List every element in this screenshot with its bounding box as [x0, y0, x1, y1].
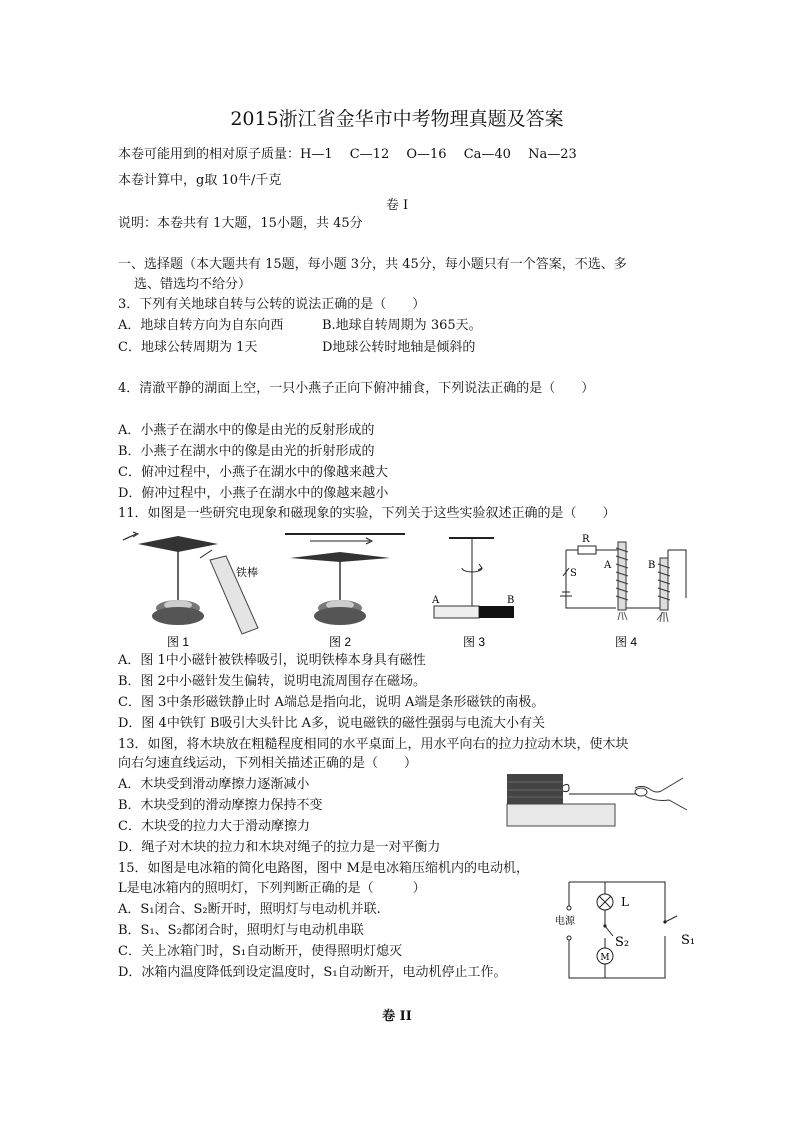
q15-circuit-figure: [555, 872, 715, 984]
q3-stem: 3．下列有关地球自转与公转的说法正确的是（ ）: [118, 297, 426, 312]
part1-heading-cont: 选、错选均不给分）: [134, 277, 252, 292]
q11-figure-3: [424, 528, 534, 650]
q15-label-s2: S₂: [615, 935, 630, 950]
q11-fig1-iron-bar-label: 铁棒: [236, 566, 258, 579]
q11-option-d: D．图 4中铁钉 B吸引大头针比 A多，说电磁铁的磁性强弱与电流大小有关: [118, 716, 546, 731]
q15-option-c: C．关上冰箱门时，S₁自动断开，使得照明灯熄灭: [118, 944, 403, 959]
q13-stem: 13．如图，将木块放在粗糙程度相同的水平桌面上，用水平向右的拉力拉动木块，使木块: [118, 737, 629, 752]
q15-stem: 15．如图是电冰箱的简化电路图，图中 M是电冰箱压缩机内的电动机，: [118, 861, 529, 876]
q11-fig3-caption: 图 3: [462, 635, 486, 649]
q4-option-d: D．俯冲过程中，小燕子在湖水中的像越来越小: [118, 486, 389, 501]
q13-option-d: D．绳子对木块的拉力和木块对绳子的拉力是一对平衡力: [118, 840, 441, 855]
q11-fig1-caption: 图 1: [166, 635, 190, 649]
section-2-heading: 卷 II: [382, 1009, 412, 1024]
page-title: 2015浙江省金华市中考物理真题及答案: [230, 108, 564, 130]
q3-option-c: C．地球公转周期为 1天: [118, 340, 258, 355]
q11-fig4-label-b: B: [648, 560, 656, 571]
q3-option-a: A．地球自转方向为自东向西: [118, 318, 284, 333]
q13-option-b: B．木块受到的滑动摩擦力保持不变: [118, 798, 323, 813]
section-1-note: 说明：本卷共有 1大题，15小题，共 45分: [118, 216, 363, 231]
q11-fig2-caption: 图 2: [328, 635, 352, 649]
q15-option-b: B．S₁、S₂都闭合时，照明灯与电动机串联: [118, 923, 364, 938]
q15-option-a: A．S₁闭合、S₂断开时，照明灯与电动机并联.: [118, 902, 381, 917]
q11-fig4-label-r: R: [582, 534, 590, 545]
q15-label-l: L: [621, 895, 629, 909]
q3-option-d: D地球公转时地轴是倾斜的: [322, 340, 476, 355]
q11-fig3-label-a: A: [432, 595, 440, 606]
q11-fig4-label-s: S: [570, 568, 577, 579]
q4-option-c: C．俯冲过程中，小燕子在湖水中的像越来越大: [118, 465, 388, 480]
section-1-heading: 卷 I: [385, 198, 409, 213]
q3-option-b: B.地球自转周期为 365天。: [322, 318, 482, 333]
q15-label-power: 电源: [555, 916, 575, 927]
q4-option-b: B．小燕子在湖水中的像是由光的折射形成的: [118, 444, 375, 459]
q11-figure-4: [556, 528, 706, 650]
q4-option-a: A．小燕子在湖水中的像是由光的反射形成的: [118, 423, 375, 438]
q15-label-m: M: [600, 953, 610, 963]
q13-figure: [505, 770, 700, 828]
q4-stem: 4．清澈平静的湖面上空，一只小燕子正向下俯冲捕食，下列说法正确的是（ ）: [118, 381, 595, 396]
q15-option-d: D．冰箱内温度降低到设定温度时，S₁自动断开，电动机停止工作。: [118, 965, 507, 980]
q13-option-c: C．木块受的拉力大于滑动摩擦力: [118, 819, 310, 834]
header-g-value: 本卷计算中，g取 10牛/千克: [118, 173, 282, 188]
q11-fig3-label-b: B: [507, 595, 515, 606]
header-atomic-masses: 本卷可能用到的相对原子质量：H—1 C—12 O—16 Ca—40 Na—23: [118, 147, 577, 162]
q11-option-c: C．图 3中条形磁铁静止时 A端总是指向北，说明 A端是条形磁铁的南极。: [118, 695, 545, 710]
q13-option-a: A．木块受到滑动摩擦力逐渐减小: [118, 777, 310, 792]
q13-stem-cont: 向右匀速直线运动，下列相关描述正确的是（ ）: [118, 756, 418, 771]
q11-figure-1: [118, 528, 278, 650]
part1-heading: 一、选择题（本大题共有 15题，每小题 3分，共 45分，每小题只有一个答案，不选、多: [118, 257, 627, 272]
q11-option-a: A．图 1中小磁针被铁棒吸引，说明铁棒本身具有磁性: [118, 653, 426, 668]
q11-stem: 11．如图是一些研究电现象和磁现象的实验，下列关于这些实验叙述正确的是（ ）: [118, 506, 616, 521]
q15-label-s1: S₁: [681, 933, 696, 948]
q11-option-b: B．图 2中小磁针发生偏转，说明电流周围存在磁场。: [118, 674, 426, 689]
q11-fig4-caption: 图 4: [614, 635, 638, 649]
q15-stem-cont: L是电冰箱内的照明灯，下列判断正确的是（ ）: [118, 881, 426, 896]
q11-fig4-label-a: A: [604, 560, 612, 571]
q11-figure-2: [280, 528, 420, 650]
